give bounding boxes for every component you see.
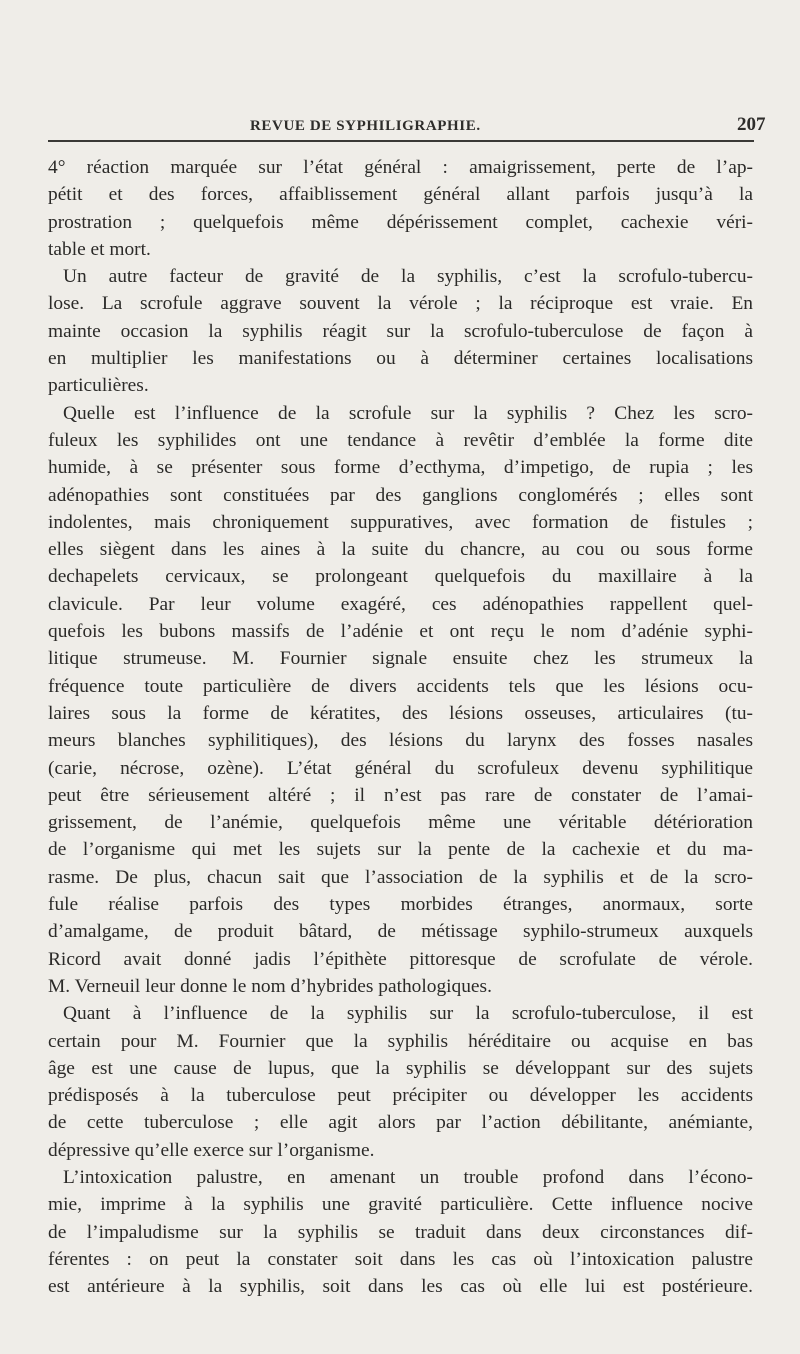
text-line: prostration ; quelquefois même dépérissement complet, cachexie véri- bbox=[48, 211, 753, 233]
text-line: (carie, nécrose, ozène). L’état général du scrofuleux devenu syphilitique bbox=[48, 757, 753, 779]
text-line: 4° réaction marquée sur l’état général : amaigrissement, perte de l’ap- bbox=[48, 157, 753, 178]
text-line: fréquence toute particulière de divers accidents tels que les lésions ocu- bbox=[48, 675, 753, 697]
text-line: Quant à l’influence de la syphilis sur la scrofulo-tuberculose, il est bbox=[63, 1003, 753, 1025]
text-line: de l’organisme qui met les sujets sur la pente de la cachexie et du ma- bbox=[48, 839, 753, 861]
text-line: dechapelets cervicaux, se prolongeant quelquefois du maxillaire à la bbox=[48, 566, 753, 588]
text-line: clavicule. Par leur volume exagéré, ces adénopathies rappellent quel- bbox=[48, 593, 753, 615]
text-line: table et mort. bbox=[48, 238, 151, 260]
text-line: mie, imprime à la syphilis une gravité particulière. Cette influence nocive bbox=[48, 1194, 753, 1216]
text-line: laires sous la forme de kératites, des lésions osseuses, articulaires (tu- bbox=[48, 702, 753, 724]
text-line: d’amalgame, de produit bâtard, de métissage syphilo-strumeux auxquels bbox=[48, 921, 753, 943]
text-line: indolentes, mais chroniquement suppuratives, avec formation de fistules ; bbox=[48, 511, 753, 533]
text-line: mainte occasion la syphilis réagit sur la scrofulo-tuberculose de façon à bbox=[48, 320, 753, 342]
text-line: rasme. De plus, chacun sait que l’association de la syphilis et de la scro- bbox=[48, 866, 753, 888]
body-text bbox=[48, 154, 753, 1300]
text-line: M. Verneuil leur donne le nom d’hybrides pathologiques. bbox=[48, 975, 492, 997]
text-line: Ricord avait donné jadis l’épithète pittoresque de scrofulate de vérole. bbox=[48, 948, 753, 970]
text-line: férentes : on peut la constater soit dans les cas où l’intoxication palustre bbox=[48, 1248, 753, 1270]
page-header bbox=[0, 112, 800, 142]
text-line: lose. La scrofule aggrave souvent la vérole ; la réciproque est vraie. En bbox=[48, 293, 753, 315]
text-line: est antérieure à la syphilis, soit dans les cas où elle lui est postérieure. bbox=[48, 1276, 753, 1298]
text-line: certain pour M. Fournier que la syphilis héréditaire ou acquise en bas bbox=[48, 1030, 753, 1052]
text-line: fule réalise parfois des types morbides étranges, anormaux, sorte bbox=[48, 894, 753, 916]
text-line: pétit et des forces, affaiblissement général allant parfois jusqu’à la bbox=[48, 184, 753, 206]
text-line: âge est une cause de lupus, que la syphilis se développant sur des sujets bbox=[48, 1057, 753, 1079]
text-line: prédisposés à la tuberculose peut précipiter ou développer les accidents bbox=[48, 1085, 753, 1107]
text-line: Un autre facteur de gravité de la syphilis, c’est la scrofulo-tubercu- bbox=[63, 266, 753, 288]
text-line: fuleux les syphilides ont une tendance à revêtir d’emblée la forme dite bbox=[48, 429, 753, 451]
text-line: de l’impaludisme sur la syphilis se traduit dans deux circonstances dif- bbox=[48, 1221, 753, 1243]
text-line: quefois les bubons massifs de l’adénie et ont reçu le nom d’adénie syphi- bbox=[48, 621, 753, 643]
text-line: meurs blanches syphilitiques), des lésions du larynx des fosses nasales bbox=[48, 730, 753, 752]
text-line: grissement, de l’anémie, quelquefois même une véritable détérioration bbox=[48, 812, 753, 834]
running-title: REVUE DE SYPHILIGRAPHIE. bbox=[250, 118, 481, 134]
page-number: 207 bbox=[737, 114, 766, 135]
text-line: peut être sérieusement altéré ; il n’est pas rare de constater de l’amai- bbox=[48, 784, 753, 806]
text-line: particulières. bbox=[48, 375, 149, 397]
text-line: dépressive qu’elle exerce sur l’organisme. bbox=[48, 1139, 375, 1161]
text-line: humide, à se présenter sous forme d’ecthyma, d’impetigo, de rupia ; les bbox=[48, 457, 753, 479]
text-line: Quelle est l’influence de la scrofule sur la syphilis ? Chez les scro- bbox=[63, 402, 753, 424]
text-line: L’intoxication palustre, en amenant un trouble profond dans l’écono- bbox=[63, 1166, 753, 1188]
header-rule bbox=[48, 140, 754, 142]
text-line: adénopathies sont constituées par des ganglions conglomérés ; elles sont bbox=[48, 484, 753, 506]
text-line: de cette tuberculose ; elle agit alors par l’action débilitante, anémiante, bbox=[48, 1112, 753, 1134]
text-line: litique strumeuse. M. Fournier signale ensuite chez les strumeux la bbox=[48, 648, 753, 670]
text-line: elles siègent dans les aines à la suite du chancre, au cou ou sous forme bbox=[48, 539, 753, 561]
text-line: en multiplier les manifestations ou à déterminer certaines localisations bbox=[48, 348, 753, 370]
